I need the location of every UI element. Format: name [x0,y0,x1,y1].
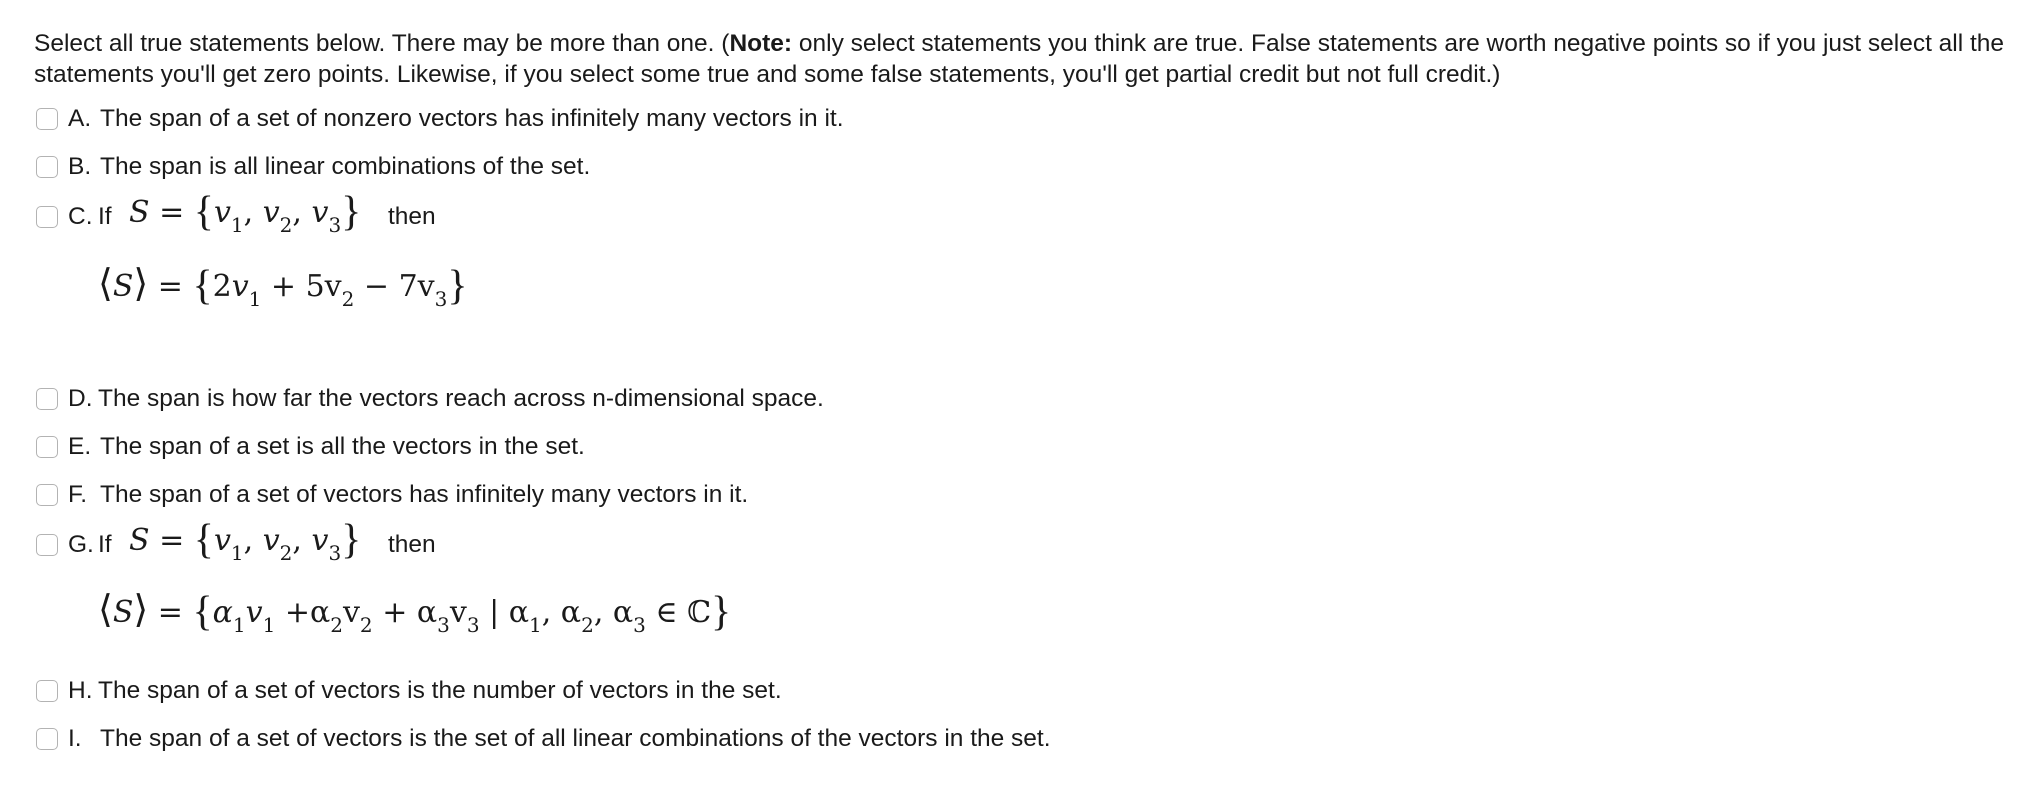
option-i-text[interactable]: The span of a set of vectors is the set of all linear combinations of the vectors in the set. [100,725,1051,752]
option-h-checkbox[interactable] [36,680,58,702]
option-g[interactable] [34,517,794,660]
option-e-letter: E. [68,433,92,460]
option-c-letter: C. [68,203,93,230]
option-e-checkbox[interactable] [36,436,58,458]
option-a-letter: A. [68,105,92,132]
option-g-then: then [388,531,436,558]
option-d-checkbox[interactable] [36,388,58,410]
option-g-checkbox[interactable] [36,534,58,556]
option-d-letter: D. [68,385,93,412]
option-c[interactable] [34,189,634,332]
option-e-text[interactable]: The span of a set is all the vectors in the set. [100,433,585,460]
option-h-letter: H. [68,677,93,704]
option-c-then: then [388,203,436,230]
option-c-set-definition: $S = \{v_1$, $v_2$, $v_3$} [129,189,362,237]
option-f-text[interactable]: The span of a set of vectors has infinitely many vectors in it. [100,481,749,508]
option-a-text[interactable]: The span of a set of nonzero vectors has infinitely many vectors in it. [100,105,844,132]
option-b-text[interactable]: The span is all linear combinations of the set. [100,153,591,180]
option-c-if: If [98,203,112,230]
option-b-letter: B. [68,153,92,180]
option-g-if: If [98,531,112,558]
option-d-text[interactable]: The span is how far the vectors reach across n-dimensional space. [98,385,824,412]
option-g-letter: G. [68,531,94,558]
option-b-checkbox[interactable] [36,156,58,178]
option-c-span-definition: ⟨S⟩ = $\{2v_1 + 5v_2 - 7v_3\}$ [98,263,468,311]
option-h-text[interactable]: The span of a set of vectors is the number of vectors in the set. [98,677,782,704]
option-f-checkbox[interactable] [36,484,58,506]
option-i-checkbox[interactable] [36,728,58,750]
option-c-checkbox[interactable] [36,206,58,228]
instructions-text-2: only select statements you think are true. False statements are worth negative points so if you just select all the statements you'll get zero points. Likewise, if you select some true and some false statements, you'll get partial credit but not full credit.) [34,30,2005,88]
note-label: Note: [729,30,793,57]
instructions-text-1: Select all true statements below. There may be more than one. ( [34,30,730,57]
question-instructions [34,28,2009,90]
option-g-set-definition: $S = \{v_1$, $v_2$, $v_3$} [129,517,362,565]
option-f-letter: F. [68,481,88,508]
option-g-span-definition: ⟨S⟩ = {$\alpha_1v_1 +\alpha_2v_2 + \alpha_3v_3$ | $\alpha_1$, $\alpha_2$, $\alpha_3$ ∈ ℂ} [98,589,732,637]
option-a-checkbox[interactable] [36,108,58,130]
option-i-letter: I. [68,725,82,752]
